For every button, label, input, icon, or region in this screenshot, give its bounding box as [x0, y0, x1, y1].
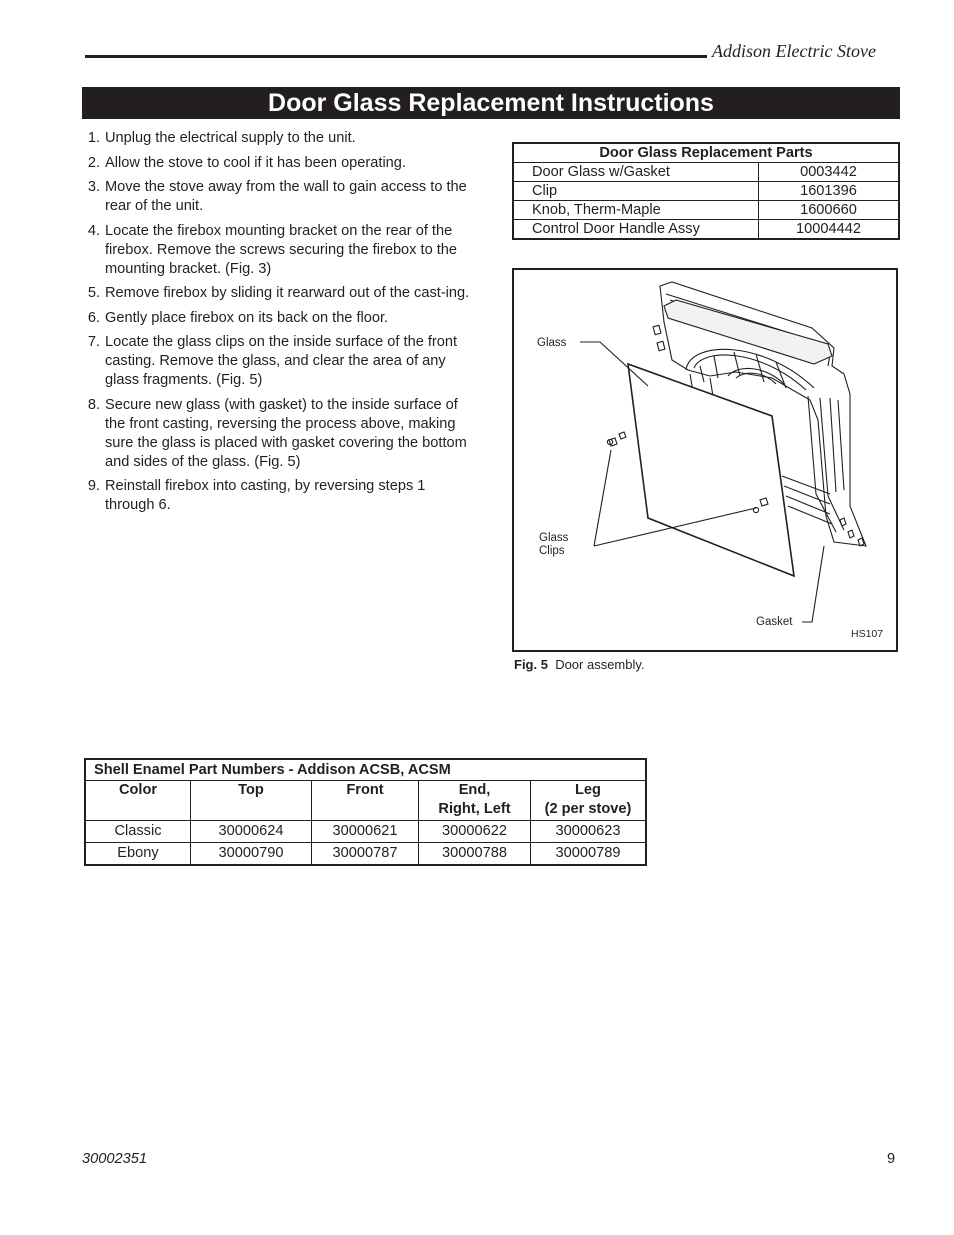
glass-clips-label-line1: Glass	[539, 532, 569, 544]
table-row	[85, 821, 646, 843]
header-title: Addison Electric Stove	[712, 41, 876, 61]
step-item	[82, 154, 474, 173]
column-header: Top	[191, 781, 312, 821]
door-assembly-figure	[512, 268, 898, 652]
figure-code: HS107	[851, 628, 884, 640]
table-cell: Ebony	[85, 843, 191, 866]
step-text: Gently place firebox on its back on the floor.	[105, 309, 389, 326]
table-row	[85, 843, 646, 866]
step-number: 1.	[87, 130, 100, 146]
table-cell: 30000787	[312, 843, 419, 866]
step-text: Reinstall firebox into casting, by reversing steps 1 through 6.	[105, 478, 426, 513]
step-text: Locate the glass clips on the inside surface of the front casting. Remove the glass, and clear the area of any glass fragments. (Fig. 5)	[105, 334, 458, 388]
figure-caption	[514, 657, 645, 672]
column-header: End, Right, Left	[419, 781, 531, 821]
table-row	[513, 182, 899, 201]
step-text: Locate the firebox mounting bracket on the rear of the firebox. Remove the screws securing the firebox to the mounting bracket. (Fig. 3)	[105, 222, 458, 277]
figure-caption-text: Door assembly.	[555, 657, 645, 672]
part-name: Clip	[513, 182, 759, 201]
instruction-steps	[82, 129, 474, 521]
step-number: 8.	[87, 396, 100, 413]
step-item	[82, 309, 474, 328]
glass-label: Glass	[537, 337, 567, 349]
column-header: Color	[85, 781, 191, 821]
table-cell: 30000621	[312, 821, 419, 843]
document-number: 30002351	[82, 1151, 147, 1167]
table-cell: 30000790	[191, 843, 312, 866]
part-number: 1601396	[759, 182, 900, 201]
page-title: Door Glass Replacement Instructions	[82, 87, 900, 119]
step-text: Move the stove away from the wall to gain access to the rear of the unit.	[105, 179, 467, 214]
table-cell: 30000789	[531, 843, 647, 866]
column-header: Front	[312, 781, 419, 821]
step-item	[82, 477, 474, 515]
table-row	[513, 220, 899, 240]
header-rule	[85, 55, 707, 58]
door-assembly-illustration	[514, 270, 896, 650]
step-number: 9.	[87, 478, 100, 494]
column-header: Leg (2 per stove)	[531, 781, 647, 821]
table-cell: 30000622	[419, 821, 531, 843]
step-item	[82, 178, 474, 216]
step-text: Unplug the electrical supply to the unit.	[105, 130, 356, 146]
table-cell: 30000624	[191, 821, 312, 843]
step-item	[82, 222, 474, 279]
page-number: 9	[887, 1151, 896, 1167]
step-text: Secure new glass (with gasket) to the inside surface of the front casting, reversing the process above, making sure the glass is placed with gasket covering the bottom and sides of the glass. (Fig. 5)	[105, 396, 467, 470]
step-item	[82, 333, 474, 390]
step-text: Allow the stove to cool if it has been operating.	[105, 154, 406, 171]
step-number: 5.	[87, 285, 100, 301]
part-number: 0003442	[759, 163, 900, 182]
part-number: 10004442	[759, 220, 900, 240]
step-number: 2.	[87, 154, 100, 171]
table-cell: Classic	[85, 821, 191, 843]
part-name: Knob, Therm-Maple	[513, 201, 759, 220]
step-item	[82, 284, 474, 303]
step-text: Remove firebox by sliding it rearward out of the cast-ing.	[105, 285, 470, 301]
table-row	[513, 201, 899, 220]
table-cell: 30000788	[419, 843, 531, 866]
glass-clips-label-line2: Clips	[539, 545, 565, 557]
parts-table-title: Door Glass Replacement Parts	[513, 143, 899, 163]
step-number: 7.	[87, 334, 100, 350]
step-item	[82, 396, 474, 472]
shell-enamel-parts-table	[84, 758, 647, 866]
part-name: Control Door Handle Assy	[513, 220, 759, 240]
step-number: 6.	[87, 309, 100, 326]
gasket-label: Gasket	[756, 616, 793, 628]
table-row	[513, 163, 899, 182]
step-number: 3.	[87, 179, 100, 195]
table-cell: 30000623	[531, 821, 647, 843]
part-number: 1600660	[759, 201, 900, 220]
step-number: 4.	[87, 222, 100, 239]
shell-table-title: Shell Enamel Part Numbers - Addison ACSB, ACSM	[85, 759, 646, 781]
door-glass-parts-table	[512, 142, 900, 240]
table-header-row	[85, 781, 646, 821]
figure-caption-number: Fig. 5	[514, 657, 548, 672]
step-item	[82, 129, 474, 148]
part-name: Door Glass w/Gasket	[513, 163, 759, 182]
